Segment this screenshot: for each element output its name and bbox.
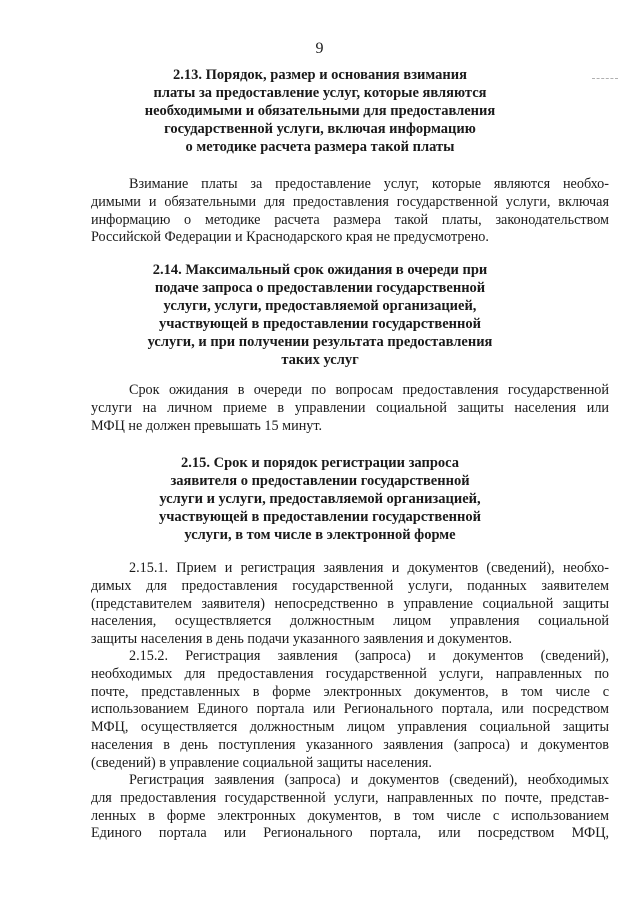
heading-line: государственной услуги, включая информацию — [164, 121, 476, 137]
scan-artifact-mark — [592, 78, 618, 79]
text-line: для предоставления государственной услуги, направленных по почте, представ- — [91, 789, 609, 806]
text-line: защиты населения в день подачи указанного заявления и документов. — [91, 631, 513, 648]
heading-line: 2.13. Порядок, размер и основания взимания — [173, 67, 467, 83]
section-2-14-paragraph — [91, 382, 609, 435]
section-2-14-heading — [120, 261, 520, 369]
section-2-15-registration-paragraph — [91, 772, 609, 843]
heading-line: необходимыми и обязательными для предоставления — [144, 103, 496, 119]
section-2-15-heading — [120, 454, 520, 544]
text-line: МФЦ, осуществляется должностным лицом управления социальной защиты — [91, 719, 609, 736]
text-line: (представителем заявителя) непосредственно в управление социальной защиты — [91, 595, 609, 612]
text-line: информацию о методике расчета размера такой платы, законодательством — [91, 211, 609, 228]
text-line: (сведений) в управление социальной защиты населения. — [91, 754, 432, 771]
heading-line: заявителя о предоставлении государственной — [170, 473, 470, 489]
text-line: 2.15.1. Прием и регистрация заявления и документов (сведений), необхо- — [129, 560, 609, 576]
section-2-13-heading — [120, 66, 520, 156]
text-line: необходимых для предоставления государственной услуги, направленных по — [91, 665, 609, 682]
heading-line: платы за предоставление услуг, которые являются — [153, 85, 487, 101]
text-line: димыми и обязательными для предоставления государственной услуги, включая — [91, 193, 609, 210]
text-line: использованием Единого портала или Регионального портала, или посредством — [91, 701, 609, 718]
heading-line: участвующей в предоставлении государственной — [159, 509, 481, 525]
text-line: почте, представленных в форме электронных документов, в том числе с — [91, 683, 609, 700]
heading-line: услуги, и при получении результата предоставления — [147, 334, 493, 350]
text-line: населения в день поступления указанного заявления (запроса) и документов — [91, 736, 609, 753]
text-line: Единого портала или Регионального портала, или посредством МФЦ, — [91, 825, 609, 842]
heading-line: 2.15. Срок и порядок регистрации запроса — [180, 455, 460, 471]
heading-line: услуги, услуги, предоставляемой организацией, — [163, 298, 477, 314]
heading-line: участвующей в предоставлении государственной — [159, 316, 481, 332]
section-2-13-paragraph — [91, 176, 609, 247]
section-2-15-1-paragraph — [91, 560, 609, 649]
text-line: МФЦ не должен превышать 15 минут. — [91, 417, 323, 434]
section-2-15-2-paragraph — [91, 648, 609, 773]
page-number: 9 — [315, 40, 324, 57]
heading-line: услуги и услуги, предоставляемой организацией, — [159, 491, 481, 507]
heading-line: о методике расчета размера такой платы — [185, 139, 455, 155]
text-line: димых для предоставления государственной услуги, поданных заявителем — [91, 577, 609, 594]
text-line: ленных в форме электронных документов, в том числе с использованием — [91, 807, 609, 824]
text-line: услуги на личном приеме в управлении социальной защиты населения или — [91, 399, 609, 416]
text-line: населения, осуществляется должностным лицом управления социальной — [91, 613, 609, 630]
text-line: Срок ожидания в очереди по вопросам предоставления государственной — [129, 382, 609, 398]
heading-line: услуги, в том числе в электронной форме — [184, 527, 456, 543]
text-line: Российской Федерации и Краснодарского края не предусмотрено. — [91, 229, 489, 246]
heading-line: подаче запроса о предоставлении государственной — [154, 280, 486, 296]
text-line: Регистрация заявления (запроса) и документов (сведений), необходимых — [129, 772, 609, 788]
heading-line: таких услуг — [281, 352, 359, 368]
text-line: 2.15.2. Регистрация заявления (запроса) и документов (сведений), — [129, 648, 609, 664]
heading-line: 2.14. Максимальный срок ожидания в очереди при — [152, 262, 488, 278]
text-line: Взимание платы за предоставление услуг, которые являются необхо- — [129, 176, 609, 192]
